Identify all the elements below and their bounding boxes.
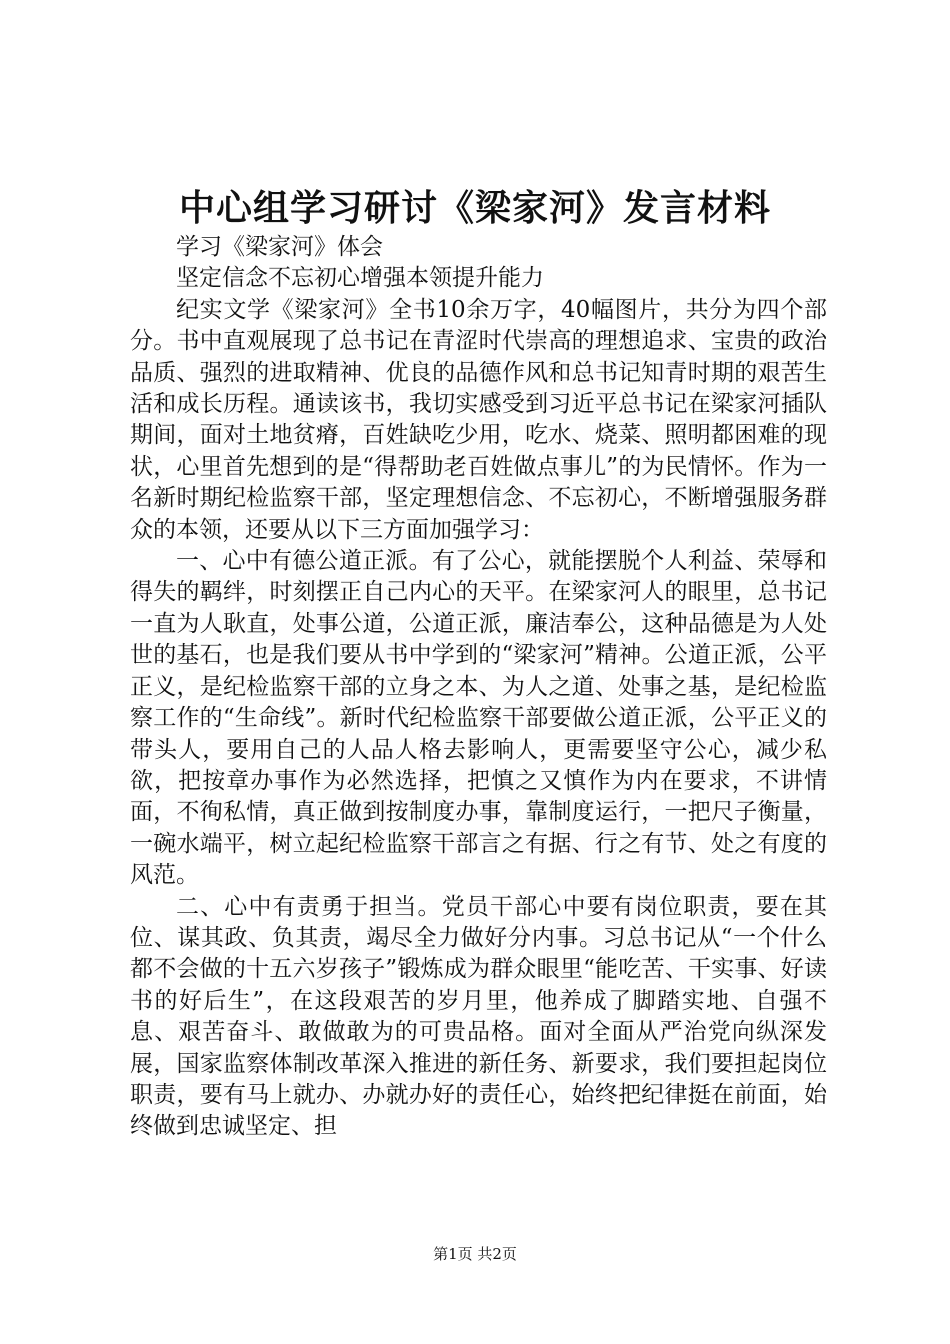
document-body	[130, 232, 827, 1143]
body-paragraph: 一、心中有德公道正派。有了公心，就能摆脱个人利益、荣辱和得失的羁绊，时刻摆正自己内心的天平。在梁家河人的眼里，总书记一直为人耿直，处事公道，公道正派，廉洁奉公，这种品德是为人处世的基石，也是我们要从书中学到的“梁家河”精神。公道正派，公平正义，是纪检监察干部的立身之本、为人之道、处事之基，是纪检监察工作的“生命线”。新时代纪检监察干部要做公道正派，公平正义的带头人，要用自己的人品人格去影响人，更需要坚守公心，减少私欲，把按章办事作为必然选择，把慎之又慎作为内在要求，不讲情面，不徇私情，真正做到按制度办事，靠制度运行，一把尺子衡量，一碗水端平，树立起纪检监察干部言之有据、行之有节、处之有度的风范。	[130, 548, 827, 889]
body-paragraph: 二、心中有责勇于担当。党员干部心中要有岗位职责，要在其位、谋其政、负其责，竭尽全力做好分内事。习总书记从“一个什么都不会做的十五六岁孩子”锻炼成为群众眼里“能吃苦、干实事、好读书的好后生”，在这段艰苦的岁月里，他养成了脚踏实地、自强不息、艰苦奋斗、敢做敢为的可贵品格。面对全面从严治党向纵深发展，国家监察体制改革深入推进的新任务、新要求，我们要担起岗位职责，要有马上就办、办就办好的责任心，始终把纪律挺在前面，始终做到忠诚坚定、担	[130, 893, 827, 1140]
subtitle-paragraph: 学习《梁家河》体会	[176, 234, 383, 260]
theme-paragraph: 坚定信念不忘初心增强本领提升能力	[176, 265, 544, 292]
body-paragraph: 纪实文学《梁家河》全书10余万字，40幅图片，共分为四个部分。书中直观展现了总书记在青涩时代崇高的理想追求、宝贵的政治品质、强烈的进取精神、优良的品德作风和总书记知青时期的艰苦生活和成长历程。通读该书，我切实感受到习近平总书记在梁家河插队期间，面对土地贫瘠，百姓缺吃少用，吃水、烧菜、照明都困难的现状，心里首先想到的是“得帮助老百姓做点事儿”的为民情怀。作为一名新时期纪检监察干部，坚定理想信念、不忘初心，不断增强服务群众的本领，还要从以下三方面加强学习：	[130, 296, 827, 543]
document-title: 中心组学习研讨《梁家河》发言材料	[178, 187, 771, 229]
page-number-footer: 第1页 共2页	[433, 1245, 517, 1263]
